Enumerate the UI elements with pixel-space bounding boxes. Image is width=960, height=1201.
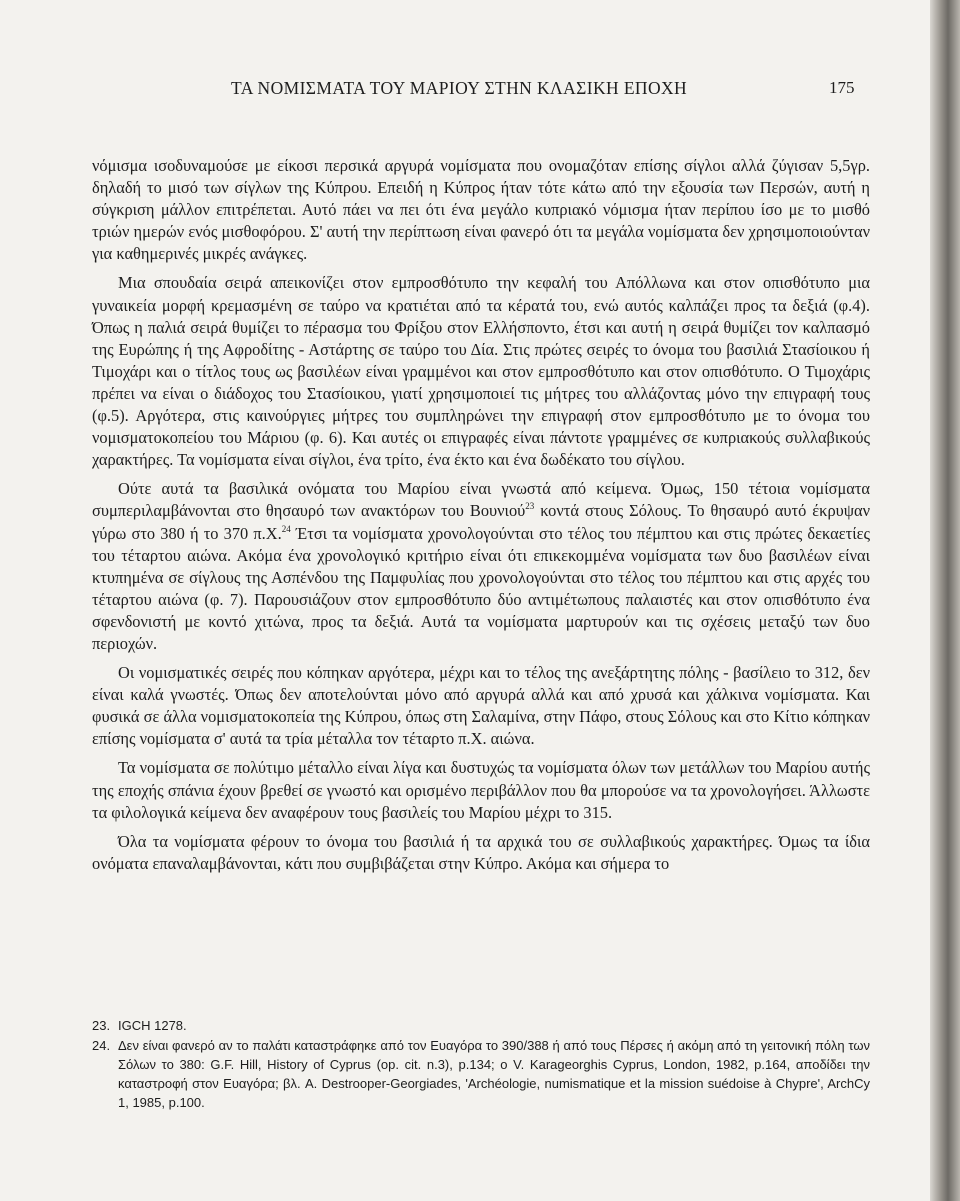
running-title: ΤΑ ΝΟΜΙΣΜΑΤΑ ΤΟΥ ΜΑΡΙΟΥ ΣΤΗΝ ΚΛΑΣΙΚΗ ΕΠΟΧΗ [231,78,688,98]
footnotes [92,1016,870,1113]
paragraph-5: Τα νομίσματα σε πολύτιμο μέταλλο είναι λίγα και δυστυχώς τα νομίσματα όλων των μετάλλων του Μαρίου αυτής της εποχής σπάνια έχουν βρεθεί σε γνωστό και ορισμένο περιβάλλον που θα μπορούσε να τα χρονολογήσει. Άλλωστε τα φιλολογικά κείμενα δεν αναφέρουν τους βασιλείς του Μαρίου μέχρι το 315. [92,758,870,822]
paragraph-1: νόμισμα ισοδυναμούσε με είκοσι περσικά αργυρά νομίσματα που ονομαζόταν επίσης σίγλοι αλλά ζύγισαν 5,5γρ. δηλαδή το μισό των σίγλων της Κύπρου. Επειδή η Κύπρος ήταν τότε κάτω από την εξουσία των Περσών, αυτή η σύγκριση μάλλον επιτρέπεται. Αυτό πάει να πει ότι ένα μεγάλο κυπριακό νόμισμα ήταν περίπου ίσο με το μισθό τριών ημερών ενός μισθοφόρου. Σ' αυτή την περίπτωση είναι φανερό ότι τα μεγάλα νομίσματα δεν χρησιμοποιούνταν για καθημερινές μικρές ανάγκες. [92,156,870,264]
footnote-text: IGCH 1278. [118,1018,187,1033]
paragraph-6: Όλα τα νομίσματα φέρουν το όνομα του βασιλιά ή τα αρχικά του σε συλλαβικούς χαρακτήρες. Όμως τα ίδια ονόματα επαναλαμβάνονται, κάτι που συμβιβάζεται στην Κύπρο. Ακόμα και σήμερα το [92,831,870,873]
footnote-ref-23: 23 [525,501,535,512]
page-number: 175 [829,78,855,97]
footnote-23 [92,1016,870,1035]
body-text [92,155,870,875]
footnote-24 [92,1036,870,1112]
footnote-ref-24: 24 [281,523,291,534]
book-spine-shadow [930,0,960,1201]
paragraph-3-part-b: κοντά στους Σόλους. Το θησαυρό αυτό έκρυψαν γύρω στο 380 ή το 370 π.Χ. [92,501,870,543]
paragraph-3 [92,478,870,655]
footnote-number: 23. [92,1018,111,1033]
footnote-number: 24. [92,1038,111,1053]
paragraph-3-part-a: Ούτε αυτά τα βασιλικά ονόματα του Μαρίου είναι γνωστά από κείμενα. Όμως, 150 τέτοια νομίσματα συμπεριλαμβάνονται στο θησαυρό των ανακτόρων του Βουνιού [92,479,870,521]
page-header [0,78,930,102]
footnote-text: Δεν είναι φανερό αν το παλάτι καταστράφηκε από τον Ευαγόρα το 390/388 ή από τους Πέρσες ή ακόμη από τη γειτονική πόλη των Σόλων το 380: G.F. Hill, History of Cyprus (op. cit. n.3), p.134; ο V. Karageorghis Cyprus, London, 1982, p.164, αποδίδει την καταστροφή στον Ευαγόρα; βλ. A. Destrooper-Georgiades, 'Archéologie, numismatique et la mission suédoise à Chypre', ArchCy 1, 1985, p.100. [118,1038,870,1110]
paragraph-3-part-c: Έτσι τα νομίσματα χρονολογούνται στο τέλος του πέμπτου και στις πρώτες δεκαετίες του τέταρτου αιώνα. Ακόμα ένα χρονολογικό κριτήριο είναι ότι επικεκομμένα νομίσματα των δυο βασιλέων είναι κτυπημένα σε σίγλους της Ασπένδου της Παμφυλίας που χρονολογούνται στο τέλος του πέμπτου και στις αρχές του τέταρτου αιώνα (φ. 7). Παρουσιάζουν στον εμπροσθότυπο δύο αντιμέτωπους παλαιστές και στον οπισθότυπο ένα σφενδονιστή με κοντό χιτώνα, προς τα δεξιά. Αυτά τα νομίσματα μαρτυρούν και τις σχέσεις μεταξύ των δυο περιοχών. [92,523,870,653]
paragraph-4: Οι νομισματικές σειρές που κόπηκαν αργότερα, μέχρι και το τέλος της ανεξάρτητης πόλης - βασίλειο το 312, δεν είναι καλά γνωστές. Όπως δεν αποτελούνται μόνο από αργυρά αλλά και από χρυσά και χάλκινα νομίσματα. Και φυσικά σε άλλα νομισματοκοπεία της Κύπρου, όπως στη Σαλαμίνα, στην Πάφο, στους Σόλους και στο Κίτιο κόπηκαν επίσης νομίσματα σ' αυτά τα τρία μέταλλα τον τέταρτο π.Χ. αιώνα. [92,663,870,749]
paragraph-2: Μια σπουδαία σειρά απεικονίζει στον εμπροσθότυπο την κεφαλή του Απόλλωνα και στον οπισθότυπο μια γυναικεία μορφή κρεμασμένη σε ταύρο να κρατιέται από τα κέρατά του, ενώ αυτός καλπάζει προς τα δεξιά (φ.4). Όπως η παλιά σειρά θυμίζει το πέρασμα του Φρίξου στον Ελλήσποντο, έτσι και αυτή η σειρά θυμίζει τον καλπασμό της Ευρώπης ή της Αφροδίτης - Αστάρτης σε ταύρο του Δία. Στις πρώτες σειρές το όνομα του βασιλιά Στασίοικου ή Τιμοχάρι και ο τίτλος τους ως βασιλέων είναι γραμμένοι και στον εμπροσθότυπο και στον οπισθότυπο. Ο Τιμοχάρις πρέπει να είναι ο διάδοχος του Στασίοικου, γιατί χρησιμοποιεί τις μήτρες του αλλάζοντας μόνο την επιγραφή τους (φ.5). Αργότερα, στις καινούργιες μήτρες του συμπληρώνει την επιγραφή στον εμπροσθότυπο με το όνομα του νομισματοκοπείου του Μάριου (φ. 6). Και αυτές οι επιγραφές είναι πάντοτε γραμμένες σε κυπριακούς συλλαβικούς χαρακτήρες. Τα νομίσματα είναι σίγλοι, ένα τρίτο, ένα έκτο και ένα δωδέκατο του σίγλου. [92,273,870,470]
